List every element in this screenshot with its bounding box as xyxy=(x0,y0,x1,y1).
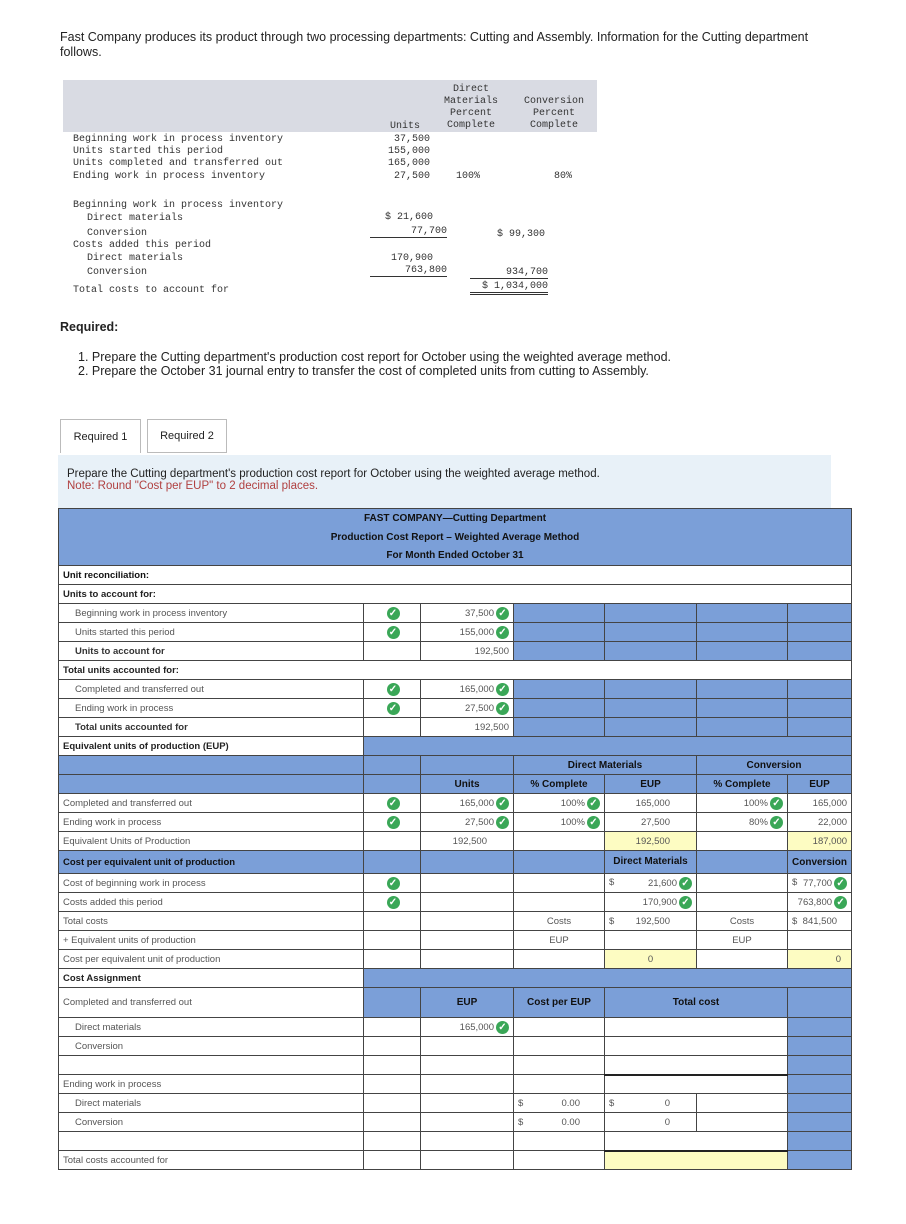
instruction-note: Note: Round "Cost per EUP" to 2 decimal places. xyxy=(67,480,319,492)
dt-dm: Direct materials xyxy=(87,213,184,224)
cost-bwip-dm[interactable]: 21,600 xyxy=(647,877,677,889)
check-icon: ✓ xyxy=(496,1021,509,1034)
dm-pct-col-head: % Complete xyxy=(514,775,605,794)
dt-row-units: 27,500 xyxy=(393,171,430,182)
production-cost-report xyxy=(58,508,852,1170)
col-dm-1: Direct xyxy=(452,84,489,95)
dt-conv-val: 77,700 xyxy=(370,226,447,238)
dt-row-label: Units started this period xyxy=(73,146,224,157)
cost-added-conv-cell[interactable] xyxy=(788,893,852,912)
cost-added-dm-cell[interactable] xyxy=(605,893,697,912)
check-icon: ✓ xyxy=(496,816,509,829)
cost-per-eup-label: Cost per equivalent unit of production xyxy=(59,950,364,969)
conv-heading-2: Conversion xyxy=(788,851,852,874)
report-title-3: For Month Ended October 31 xyxy=(59,547,852,566)
total-costs-conv: 841,500 xyxy=(802,915,838,927)
check-icon: ✓ xyxy=(364,699,421,718)
costs-label-dm: Costs xyxy=(514,912,605,931)
assign-completed-total-input[interactable] xyxy=(605,1056,788,1075)
cost-added-label: Costs added this period xyxy=(59,893,364,912)
assign-conv-label: Conversion xyxy=(59,1037,364,1056)
cost-per-heading: Cost per equivalent unit of production xyxy=(59,851,364,874)
dt-added: Costs added this period xyxy=(73,240,212,251)
tab-required-1[interactable]: Required 1 xyxy=(60,419,141,453)
eup-label-dm: EUP xyxy=(514,931,605,950)
dt-row-conv: 80% xyxy=(553,171,572,182)
col-units: Units xyxy=(389,121,420,132)
assign-eup-head: EUP xyxy=(421,988,514,1018)
dollar-sign: $ xyxy=(792,876,798,888)
completed-units-cell[interactable] xyxy=(421,680,514,699)
eup-ending-units-cell[interactable] xyxy=(421,813,514,832)
bwip-units-cell[interactable] xyxy=(421,604,514,623)
assign-cost-per-head: Cost per EUP xyxy=(514,988,605,1018)
assign-completed-label: Completed and transferred out xyxy=(59,988,364,1018)
div-eup-label: + Equivalent units of production xyxy=(59,931,364,950)
eup-completed-conv-eup: 165,000 xyxy=(788,794,852,813)
col-conv-3: Complete xyxy=(529,120,578,131)
dm-heading: Direct Materials xyxy=(514,756,697,775)
total-accounted-label: Total costs accounted for xyxy=(59,1151,364,1170)
eup-total-label: Equivalent Units of Production xyxy=(59,832,364,851)
started-units[interactable]: 155,000 xyxy=(459,626,494,638)
end-conv-total: 0 xyxy=(605,1113,697,1132)
end-dm-total-cell xyxy=(605,1094,697,1113)
dt-row-label: Ending work in process inventory xyxy=(73,171,266,182)
col-conv-1: Conversion xyxy=(523,96,584,107)
assign-conv-eup-input[interactable] xyxy=(421,1037,514,1056)
data-table-header-bg xyxy=(63,80,597,132)
end-dm-cpe-cell xyxy=(514,1094,605,1113)
check-icon: ✓ xyxy=(496,626,509,639)
eup-completed-dm-pct[interactable]: 100% xyxy=(560,797,585,809)
cost-bwip-conv-cell[interactable] xyxy=(788,874,852,893)
dt-conv2-val: 763,800 xyxy=(370,265,447,277)
eup-completed-conv-pct-cell[interactable] xyxy=(697,794,788,813)
report-title-2: Production Cost Report – Weighted Average Method xyxy=(59,528,852,547)
check-icon: ✓ xyxy=(364,680,421,699)
check-icon: ✓ xyxy=(364,893,421,912)
dollar-sign: $ xyxy=(518,1097,524,1109)
conv-pct-col-head: % Complete xyxy=(697,775,788,794)
ending-units-cell[interactable] xyxy=(421,699,514,718)
total-costs-dm-cell xyxy=(605,912,697,931)
cost-per-eup-dm: 0 xyxy=(605,950,697,969)
check-icon: ✓ xyxy=(364,604,421,623)
dt-row-units: 155,000 xyxy=(387,146,430,157)
started-units-cell[interactable] xyxy=(421,623,514,642)
bwip-label: Beginning work in process inventory xyxy=(59,604,364,623)
assign-ending-label: Ending work in process xyxy=(59,1075,364,1094)
assign-dm-eup[interactable]: 165,000 xyxy=(459,1021,494,1033)
instruction-box xyxy=(58,455,831,508)
check-icon: ✓ xyxy=(679,877,692,890)
assign-dm-cost-per-input[interactable] xyxy=(514,1018,605,1037)
end-conv-cpe-cell xyxy=(514,1113,605,1132)
check-icon: ✓ xyxy=(364,794,421,813)
accounted-total: 192,500 xyxy=(421,718,514,737)
eup-ending-units[interactable]: 27,500 xyxy=(464,816,494,828)
assign-ending-total-input[interactable] xyxy=(605,1132,788,1151)
dollar-sign: $ xyxy=(792,915,798,927)
check-icon: ✓ xyxy=(496,797,509,810)
check-icon: ✓ xyxy=(834,896,847,909)
cost-added-dm[interactable]: 170,900 xyxy=(642,896,677,908)
end-dm-cpe: 0.00 xyxy=(561,1097,580,1109)
units-col-head: Units xyxy=(421,775,514,794)
completed-units[interactable]: 165,000 xyxy=(459,683,494,695)
cost-bwip-label: Cost of beginning work in process xyxy=(59,874,364,893)
check-icon: ✓ xyxy=(770,816,783,829)
check-icon: ✓ xyxy=(364,874,421,893)
check-icon: ✓ xyxy=(496,607,509,620)
check-icon: ✓ xyxy=(496,702,509,715)
check-icon: ✓ xyxy=(587,816,600,829)
intro-text: Fast Company produces its product through two processing departments: Cutting and Assembly. Information for the Cutting department follows. xyxy=(60,30,809,59)
instruction-text: Prepare the Cutting department's production cost report for October using the weighted average method. xyxy=(67,468,600,480)
eup-completed-dm-pct-cell[interactable] xyxy=(514,794,605,813)
dt-row-dm: 100% xyxy=(455,171,480,182)
dt-bwip: Beginning work in process inventory xyxy=(73,200,284,211)
end-dm-label: Direct materials xyxy=(59,1094,364,1113)
dt-total-label: Total costs to account for xyxy=(73,285,230,296)
cost-bwip-dm-cell[interactable] xyxy=(605,874,697,893)
eup-ending-dm-pct[interactable]: 100% xyxy=(560,816,585,828)
required-item-2: 2. Prepare the October 31 journal entry to transfer the cost of completed units from cutting to Assembly. xyxy=(78,364,649,378)
dollar-sign: $ xyxy=(518,1116,524,1128)
total-costs-label: Total costs xyxy=(59,912,364,931)
col-dm-3: Percent xyxy=(449,108,492,119)
conv-heading: Conversion xyxy=(697,756,852,775)
dt-dm2: Direct materials xyxy=(87,253,184,264)
required-heading: Required: xyxy=(60,320,119,334)
eup-total-conv: 187,000 xyxy=(788,832,852,851)
eup-completed-label: Completed and transferred out xyxy=(59,794,364,813)
dt-dm-val: $ 21,600 xyxy=(384,212,433,223)
dt-total-val: $ 1,034,000 xyxy=(470,281,548,295)
accounted-total-label: Total units accounted for xyxy=(59,718,364,737)
eup-completed-units[interactable]: 165,000 xyxy=(459,797,494,809)
col-conv-2: Percent xyxy=(532,108,575,119)
assign-conv-cost-per-input[interactable] xyxy=(514,1037,605,1056)
eup-ending-conv-eup: 22,000 xyxy=(788,813,852,832)
eup-label-conv: EUP xyxy=(697,931,788,950)
eup-total-units: 192,500 xyxy=(421,832,514,851)
check-icon: ✓ xyxy=(770,797,783,810)
dollar-sign: $ xyxy=(609,876,615,888)
col-dm-2: Materials xyxy=(443,96,498,107)
bwip-units[interactable]: 37,500 xyxy=(464,607,494,619)
eup-completed-dm-eup: 165,000 xyxy=(605,794,697,813)
dt-bwip-total: $ 99,300 xyxy=(496,229,545,240)
started-label: Units started this period xyxy=(59,623,364,642)
cost-bwip-conv[interactable]: 77,700 xyxy=(802,877,833,889)
end-conv-label: Conversion xyxy=(59,1113,364,1132)
check-icon: ✓ xyxy=(834,877,847,890)
eup-heading: Equivalent units of production (EUP) xyxy=(59,737,364,756)
assign-dm-label: Direct materials xyxy=(59,1018,364,1037)
required-item-1: 1. Prepare the Cutting department's production cost report for October using the weighted average method. xyxy=(78,350,672,364)
units-total-label: Units to account for xyxy=(59,642,364,661)
unit-recon-label: Unit reconciliation: xyxy=(59,566,852,585)
check-icon: ✓ xyxy=(364,813,421,832)
eup-completed-conv-pct[interactable]: 100% xyxy=(743,797,768,809)
eup-ending-conv-pct-cell[interactable] xyxy=(697,813,788,832)
dollar-sign: $ xyxy=(609,1097,615,1109)
end-conv-cpe: 0.00 xyxy=(561,1116,580,1128)
check-icon: ✓ xyxy=(587,797,600,810)
eup-ending-dm-pct-cell[interactable] xyxy=(514,813,605,832)
total-costs-dm: 192,500 xyxy=(635,915,670,927)
check-icon: ✓ xyxy=(679,896,692,909)
dt-row-units: 37,500 xyxy=(393,134,430,145)
dt-conv: Conversion xyxy=(87,228,148,239)
report-title-1: FAST COMPANY—Cutting Department xyxy=(59,509,852,528)
assign-dm-total-input[interactable] xyxy=(605,1018,788,1037)
total-accounted-value xyxy=(605,1151,788,1170)
eup-total-dm: 192,500 xyxy=(605,832,697,851)
col-dm-4: Complete xyxy=(446,120,495,131)
dt-row-units: 165,000 xyxy=(387,158,430,169)
completed-label: Completed and transferred out xyxy=(59,680,364,699)
dt-added-total: 934,700 xyxy=(470,267,548,279)
assign-total-cost-head: Total cost xyxy=(605,988,788,1018)
assign-conv-total-input[interactable] xyxy=(605,1037,788,1056)
conv-eup-col-head: EUP xyxy=(788,775,852,794)
dt-row-label: Units completed and transferred out xyxy=(73,158,284,169)
ending-units[interactable]: 27,500 xyxy=(464,702,494,714)
units-to-account-label: Units to account for: xyxy=(59,585,852,604)
eup-ending-dm-eup: 27,500 xyxy=(605,813,697,832)
dollar-sign: $ xyxy=(609,915,615,927)
end-dm-total: 0 xyxy=(664,1097,670,1109)
eup-ending-label: Ending work in process xyxy=(59,813,364,832)
ending-label: Ending work in process xyxy=(59,699,364,718)
tab-required-2[interactable]: Required 2 xyxy=(147,419,227,453)
required-list xyxy=(78,350,671,378)
dt-row-label: Beginning work in process inventory xyxy=(73,134,284,145)
check-icon: ✓ xyxy=(496,683,509,696)
total-costs-conv-cell xyxy=(788,912,852,931)
dt-dm2-val: 170,900 xyxy=(390,253,433,264)
dm-heading-2: Direct Materials xyxy=(605,851,697,874)
units-total: 192,500 xyxy=(421,642,514,661)
costs-label-conv: Costs xyxy=(697,912,788,931)
eup-completed-units-cell[interactable] xyxy=(421,794,514,813)
assign-dm-eup-cell[interactable] xyxy=(421,1018,514,1037)
cost-added-conv[interactable]: 763,800 xyxy=(797,896,833,908)
dt-conv2: Conversion xyxy=(87,267,148,278)
accounted-for-label: Total units accounted for: xyxy=(59,661,852,680)
cost-per-eup-conv: 0 xyxy=(788,950,852,969)
check-icon: ✓ xyxy=(364,623,421,642)
dm-eup-col-head: EUP xyxy=(605,775,697,794)
eup-ending-conv-pct[interactable]: 80% xyxy=(748,816,768,828)
assign-heading: Cost Assignment xyxy=(59,969,364,988)
